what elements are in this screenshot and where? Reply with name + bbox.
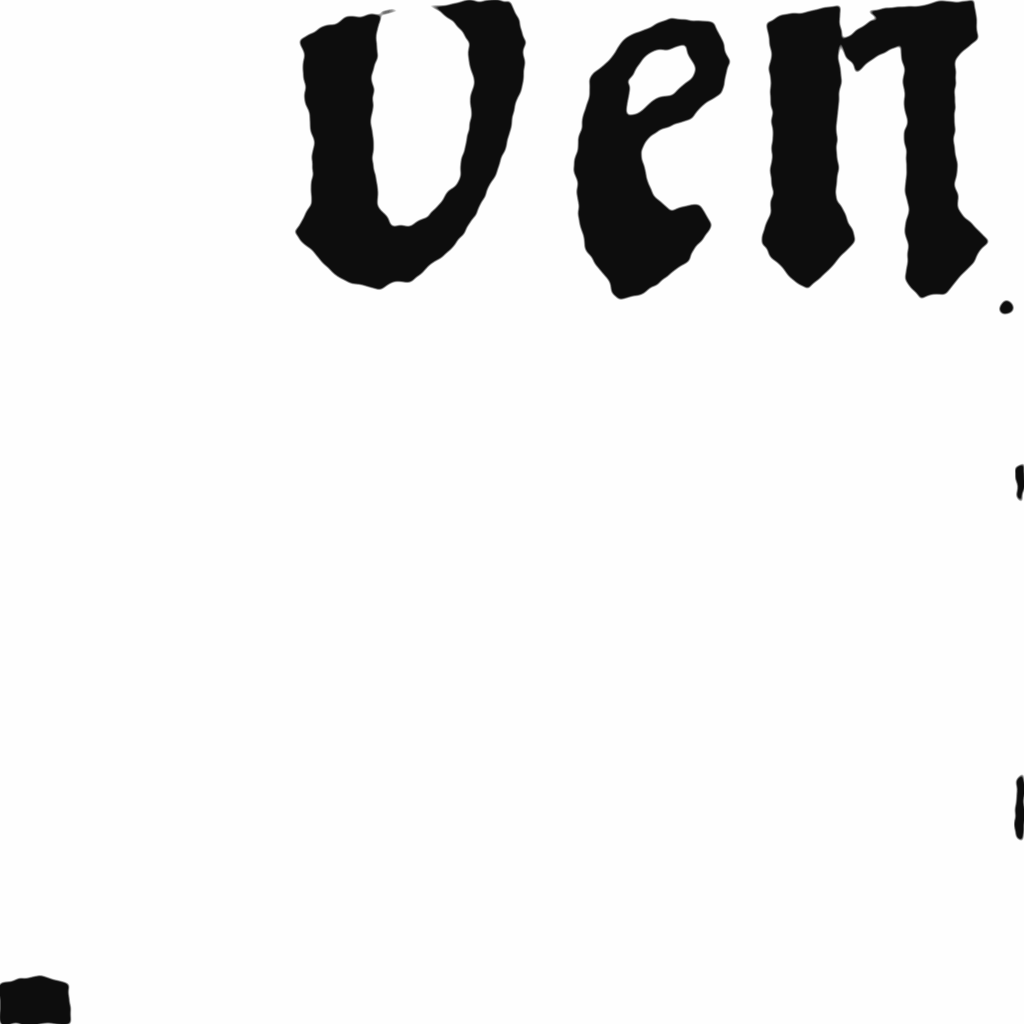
glyph-d — [295, 0, 525, 290]
ink-speck — [999, 301, 1013, 315]
glyph-n — [760, 0, 988, 300]
edge-mark-right-lower — [1015, 772, 1024, 842]
glyph-e — [575, 18, 730, 302]
edge-mark-bottom-left — [0, 975, 70, 1024]
edge-mark-right-upper — [1016, 462, 1024, 505]
